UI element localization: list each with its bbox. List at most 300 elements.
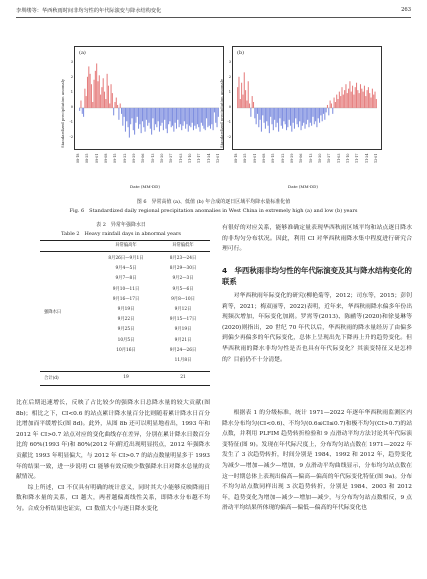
running-header: 李圳缕等：华西秋雨时间非均匀性的年代际演变与降水结构变化 (16, 8, 162, 14)
table-row (96, 335, 156, 345)
bar (348, 89, 349, 108)
bar (159, 108, 160, 132)
bar (134, 108, 135, 135)
bar (355, 87, 356, 108)
y-tick-label: 2 (70, 75, 73, 80)
y-tick-label: 3 (228, 60, 231, 65)
y-tick-label: -1 (227, 119, 231, 124)
bar (279, 108, 280, 118)
bar (289, 108, 290, 120)
bar (334, 98, 335, 108)
table-row (96, 314, 156, 324)
bar (249, 103, 250, 107)
bar (360, 84, 361, 108)
table-row (96, 284, 156, 294)
bar (314, 108, 315, 124)
bar (351, 92, 352, 108)
bar (290, 108, 291, 126)
bar (184, 108, 185, 121)
bar (335, 102, 336, 108)
bar (90, 74, 91, 108)
bar (205, 108, 206, 130)
y-axis-label-a: Standardized precipitation anomaly (60, 78, 65, 148)
table-cell: 9月19日 (117, 307, 135, 313)
bar (121, 108, 122, 114)
table-cell: 9月8—10日 (171, 296, 195, 302)
bar (180, 108, 181, 124)
bar (164, 108, 165, 120)
x-tick-label: 11-03 (336, 153, 341, 163)
bar (353, 95, 354, 108)
bar (367, 90, 368, 108)
bar (352, 86, 353, 108)
table-cell: 11月8日 (174, 357, 192, 363)
bar (312, 108, 313, 117)
bar (88, 66, 89, 108)
y-tick-label: 0 (70, 104, 73, 109)
table-cell: 9月15—17日 (169, 317, 197, 323)
y-tick-label: -2 (227, 134, 231, 139)
bar (186, 108, 187, 124)
bar (376, 99, 377, 108)
bar (92, 102, 93, 108)
table-row (96, 365, 156, 375)
bar (163, 108, 164, 130)
bar (269, 108, 270, 133)
bar (185, 108, 186, 129)
bar (281, 108, 282, 126)
x-tick-label: 11-24 (206, 153, 211, 163)
bar (209, 108, 210, 126)
table-row (158, 294, 208, 304)
table-col-low: 异常偏低年 (172, 243, 194, 248)
bar (293, 108, 294, 123)
bar (169, 108, 170, 121)
bar (254, 108, 255, 118)
bar (152, 108, 153, 118)
bar (306, 108, 307, 124)
table-row (158, 263, 208, 273)
y-tick-label: 3 (70, 60, 73, 65)
bar (79, 108, 80, 111)
table-cell: 9月10—11日 (112, 286, 140, 292)
x-tick-label: 09-29 (132, 153, 136, 163)
bar (241, 83, 242, 108)
bar (142, 108, 143, 121)
x-tick-label: 09-22 (280, 153, 285, 163)
bar (341, 87, 342, 108)
bar (194, 108, 195, 126)
bar (206, 108, 207, 118)
right-column-text-3: 根据表 1 的分级标准，统计 1971—2022 年逐年华西秋雨监测区内降水分布均匀(CI<0.6)、不均匀(0.6≤CI≤0.7)和极不均匀(CI>0.7)的站点数，并利用 PLFIM 趋势转折检验和 9 点滑动平均方法讨论其年代际演变特征(图 9)。发现在年代际尺度上，分布均匀站点数在 1971—2022 年发生了 3 次趋势转折，时间分别是 1984、1992 和 2012 年，趋势变化为减少—增加—减少—增加，9 点滑动平均曲线显示，分布均匀站点数在这一时期总体上表现出偏高—偏高—偏高的年代际变化特征(图 9a)。分布不均匀站点数同样出现 3 次趋势转折，分别是 1984、2003 和 2012 年，趋势变化为增加—减少—增加—减少，与分布均匀站点数相反，9 点滑动平均结果所体现的偏高—偏低—偏高的年代际变化也 (222, 410, 412, 512)
x-tick-label: 11-24 (364, 153, 369, 163)
table-row (96, 304, 156, 314)
y-tick-label: 0 (228, 104, 231, 109)
bar (107, 74, 108, 108)
bar (261, 108, 262, 132)
bar (131, 108, 132, 118)
panel-a (74, 46, 224, 150)
table-row (96, 324, 156, 334)
bar (135, 108, 136, 123)
bar (103, 78, 104, 108)
bar (240, 99, 241, 108)
bar (104, 92, 105, 108)
bar (368, 87, 369, 108)
x-tick-label: 09-15 (271, 153, 276, 163)
section-title: 4 华西秋雨非均匀性的年代际演变及其与降水结构变化的联系 (222, 266, 412, 286)
table-top-rule (40, 240, 210, 241)
bar (215, 108, 216, 123)
bar (264, 108, 265, 123)
x-tick-label: 12-01 (374, 153, 378, 163)
x-tick-label: 11-17 (197, 153, 202, 163)
y-axis-label-b: Standardized precipitation anomaly (219, 78, 224, 148)
table-cell: 8月26日—9月1日 (108, 256, 144, 262)
table-cell: 9月19日 (174, 327, 192, 333)
bar (202, 108, 203, 126)
right-column-text-2: 对华西秋雨年际变化的研究(柳艳菊等，2012；司东等，2015；彭钊莉等，2021；梅双丽等，2022)表明，近年来，华西秋雨降水偏多年份出现频次增加，年际变化加剧。罗霄等(2013)、陈鹂等(2020)和徐曼琳等(2020)则指出，20 世纪 70 年代以后，华西秋雨的降水量经历了由偏多到偏少再偏多的年代际变化，总体上呈现出先下降再上升的趋势变化。但华西秋雨的降水非均匀性是否也具有年代际变化？其演变特征又是怎样的？目前仍不十分清楚。 (222, 293, 412, 363)
bar (256, 108, 257, 124)
table-row (158, 345, 208, 355)
bar (176, 108, 177, 129)
bar (323, 108, 324, 114)
x-tick-label: 08-18 (76, 153, 80, 163)
bar (214, 108, 215, 112)
table-cell: 9月16—17日 (112, 296, 140, 302)
bar (275, 108, 276, 127)
bar (155, 108, 156, 124)
bar (82, 108, 83, 114)
bar (190, 108, 191, 127)
table-row (158, 324, 208, 334)
y-tick-label: 2 (228, 75, 231, 80)
x-tick-label: 10-20 (318, 153, 322, 163)
bar (344, 90, 345, 108)
bar (150, 108, 151, 129)
bar (364, 86, 365, 108)
bar (100, 95, 101, 108)
x-tick-label: 09-29 (290, 153, 294, 163)
bar (126, 108, 127, 121)
panel-b (232, 46, 382, 150)
bar (87, 77, 88, 108)
bar (124, 108, 125, 117)
y-tick-label: -2 (69, 134, 73, 139)
page-number: 263 (401, 7, 411, 13)
bar (128, 108, 129, 127)
bar (336, 95, 337, 108)
table-cell: 9月7—8日 (115, 276, 137, 282)
bar (304, 108, 305, 129)
bar (331, 103, 332, 107)
table-row (96, 273, 156, 283)
bar (175, 108, 176, 123)
x-tick-label: 09-08 (262, 153, 266, 163)
y-tick-label: 1 (70, 90, 73, 95)
bar (158, 108, 159, 121)
y-tick-label: -1 (69, 119, 73, 124)
bar (245, 90, 246, 108)
x-tick-label: 08-25 (85, 153, 90, 163)
table-cell: 9月21日 (174, 337, 192, 343)
x-tick-label: 11-10 (188, 153, 192, 163)
table-row (96, 263, 156, 273)
table-row (158, 284, 208, 294)
bar (108, 86, 109, 108)
bar (369, 93, 370, 108)
bar (94, 80, 95, 108)
bar (141, 108, 142, 133)
x-tick-label: 11-10 (346, 153, 350, 163)
bar (118, 108, 119, 120)
x-tick-label: 10-27 (327, 153, 332, 163)
y-tick-label: 1 (228, 90, 231, 95)
table-row (158, 273, 208, 283)
x-tick-label: 10-20 (160, 153, 164, 163)
bar (203, 108, 204, 129)
table-cell (96, 355, 156, 365)
table-row (96, 294, 156, 304)
bar (95, 71, 96, 108)
bar (318, 108, 319, 118)
bar (332, 108, 333, 114)
x-axis-label-b: Date (MM-DD) (288, 184, 318, 189)
x-tick-label: 09-01 (252, 153, 257, 163)
left-column-text (16, 398, 210, 515)
bar (297, 108, 298, 124)
table-cell: 10月5日 (117, 337, 135, 343)
bar (372, 89, 373, 108)
header-rule (16, 17, 411, 18)
bar (197, 108, 198, 124)
bar (217, 108, 218, 127)
bar (129, 108, 130, 138)
x-tick-label: 09-15 (113, 153, 118, 163)
bar (295, 108, 296, 118)
bar (250, 108, 251, 117)
x-tick-label: 10-06 (141, 153, 146, 163)
bar (148, 108, 149, 123)
bar-chart-a (75, 47, 223, 149)
x-tick-label: 10-13 (308, 153, 313, 163)
table-cell: 9月4—5日 (115, 266, 137, 272)
bar (242, 95, 243, 108)
figure-caption-cn: 图 6 异常高值 (a)、低值 (b) 年合成的逐日区域平均降水量标准化值 (136, 199, 291, 205)
table-header-rule (40, 251, 210, 252)
bar (303, 108, 304, 123)
bar (210, 108, 211, 129)
bar (343, 95, 344, 108)
bar (192, 108, 193, 123)
bar (147, 108, 148, 126)
table-total-low: 21 (180, 375, 186, 380)
bar (340, 96, 341, 108)
bar (357, 90, 358, 108)
bar (133, 108, 134, 130)
bar (246, 101, 247, 108)
bar (282, 108, 283, 129)
bar (283, 108, 284, 121)
bar (319, 108, 320, 123)
bar (211, 108, 212, 124)
table-col-high: 异常偏高年 (115, 243, 137, 248)
bar (238, 77, 239, 108)
bar (105, 99, 106, 108)
table-cell: 8月23—24日 (169, 256, 197, 262)
bar (252, 96, 253, 108)
bar (294, 108, 295, 129)
bar (165, 108, 166, 129)
bar (363, 92, 364, 108)
bar (188, 108, 189, 132)
table-row (158, 314, 208, 324)
table-high-column (96, 253, 156, 375)
bar (273, 108, 274, 130)
table-row (96, 345, 156, 355)
bar (286, 108, 287, 130)
bar (311, 108, 312, 126)
bar (172, 108, 173, 126)
table-cell: 9月22日 (117, 317, 135, 323)
x-tick-label: 12-01 (216, 153, 220, 163)
x-tick-label: 11-03 (178, 153, 183, 163)
x-tick-label: 09-08 (104, 153, 108, 163)
bar (287, 108, 288, 127)
bar (345, 84, 346, 108)
bar (91, 84, 92, 108)
table-row (158, 355, 208, 365)
bar (274, 108, 275, 120)
bar (301, 108, 302, 130)
table-row (158, 253, 208, 263)
bar (308, 108, 309, 127)
table-total-high: 19 (123, 375, 129, 380)
table-cell: 9月2—3日 (172, 276, 194, 282)
bar (168, 108, 169, 124)
bar (113, 108, 114, 115)
bar (111, 84, 112, 108)
bar (265, 108, 266, 129)
bar (347, 93, 348, 108)
bar (99, 75, 100, 108)
bar (156, 108, 157, 127)
x-tick-label: 08-18 (234, 153, 238, 163)
bar (84, 89, 85, 108)
bar (109, 103, 110, 107)
panel-a-label: (a) (79, 50, 86, 56)
bar (328, 108, 329, 115)
bar (327, 105, 328, 108)
bar (101, 87, 102, 108)
table-cell: 10月16日 (116, 347, 136, 353)
bar (338, 99, 339, 108)
table-cell: 9月25日 (117, 327, 135, 333)
figure-caption-en: Fig. 6 Standardized daily regional precipitation anomalies in West China in extremely high (a) and low (b) years (69, 208, 358, 214)
bar (173, 108, 174, 132)
bar-chart-b (233, 47, 381, 149)
table-row (158, 304, 208, 314)
bar (365, 96, 366, 108)
bar (198, 108, 199, 127)
bar (167, 108, 168, 133)
bar (182, 108, 183, 126)
bar (160, 108, 161, 126)
bar (130, 108, 131, 124)
bar (96, 63, 97, 107)
x-tick-label: 10-13 (150, 153, 155, 163)
bar (356, 83, 357, 108)
bar (213, 108, 214, 130)
bar (193, 108, 194, 130)
bar (120, 103, 121, 107)
bar (258, 108, 259, 127)
right-column-text-1: 有很好的对应关系，能够准确定量表现华西秋雨区域平均和站点逐日降水的非均匀分布状况。因此，利用 CI 对华西秋雨降水集中程度进行研究合理可行。 (222, 225, 412, 253)
bar (299, 108, 300, 121)
bar (145, 108, 146, 132)
bar (371, 98, 372, 108)
bar (310, 108, 311, 123)
bar (83, 108, 84, 117)
bar (298, 108, 299, 127)
x-tick-label: 08-25 (243, 153, 248, 163)
paragraph: 比在后期迅速增长，反映了占比较少的强降水日总降水量的较大贡献(图 8b)；相比之下，CI<0.6 的站点累计降水量百分比则随着累计降水日百分比增加而平缓增长(图 8d)。此外，从图 8b 还可以明显地看出，1993 年和 2012 年 CI>0.7 站点对应的变化曲线存在差异，分别在累计降水日数百分比的 60%(1993 年)和 80%(2012 年)附近出现明显拐点，2012 年强降水贡献比 1993 年明显偏大，与 2012 年 CI>0.7 的站点数量明显多于 1993 年的结果一致，进一步说明 CI 能够有效反映少数强降水日对降水总量的贡献情况。 (16, 400, 210, 481)
bar (278, 108, 279, 132)
bar (125, 108, 126, 132)
bar (181, 108, 182, 130)
paragraph: 综上所述，CI 不仅具有明确的统计意义，同时其大小能够反映降雨日数和降水量的关系，CI 越大，两者越偏离线性关系，即降水分布越不均匀。合成分析结果也证实，CI 数值大小与逐日降水变化 (16, 484, 210, 512)
bar (307, 108, 308, 120)
x-axis-label-a: Date (MM-DD) (130, 184, 160, 189)
table-cell: 9月24—26日 (169, 347, 197, 353)
x-tick-label: 10-06 (299, 153, 304, 163)
bar (260, 108, 261, 120)
bar (339, 92, 340, 108)
table-row-label: 强降水日 (44, 310, 62, 315)
bar (146, 108, 147, 120)
bar (285, 108, 286, 124)
bar (117, 105, 118, 108)
bar (237, 87, 238, 108)
table-row (96, 355, 156, 365)
bar (196, 108, 197, 129)
table-cell (96, 365, 156, 375)
bar (179, 108, 180, 127)
x-tick-label: 10-27 (169, 153, 174, 163)
bar (248, 81, 249, 108)
bar (137, 108, 138, 117)
bar (268, 108, 269, 126)
bar (359, 93, 360, 108)
bar (330, 101, 331, 108)
bar (154, 108, 155, 130)
table-bottom-rule (40, 385, 210, 386)
bar (322, 108, 323, 121)
bar (122, 108, 123, 126)
table-total-label: 合计(d) (44, 376, 59, 381)
table-title-en: Table 2 Heavy rainfall days in abnormal years (61, 231, 181, 237)
x-tick-label: 09-01 (94, 153, 99, 163)
bar (201, 108, 202, 123)
bar (326, 108, 327, 112)
bar (374, 92, 375, 108)
bar (244, 72, 245, 108)
bar (270, 108, 271, 117)
bar (138, 108, 139, 129)
bar (349, 81, 350, 108)
bar (361, 89, 362, 108)
bar (162, 108, 163, 123)
